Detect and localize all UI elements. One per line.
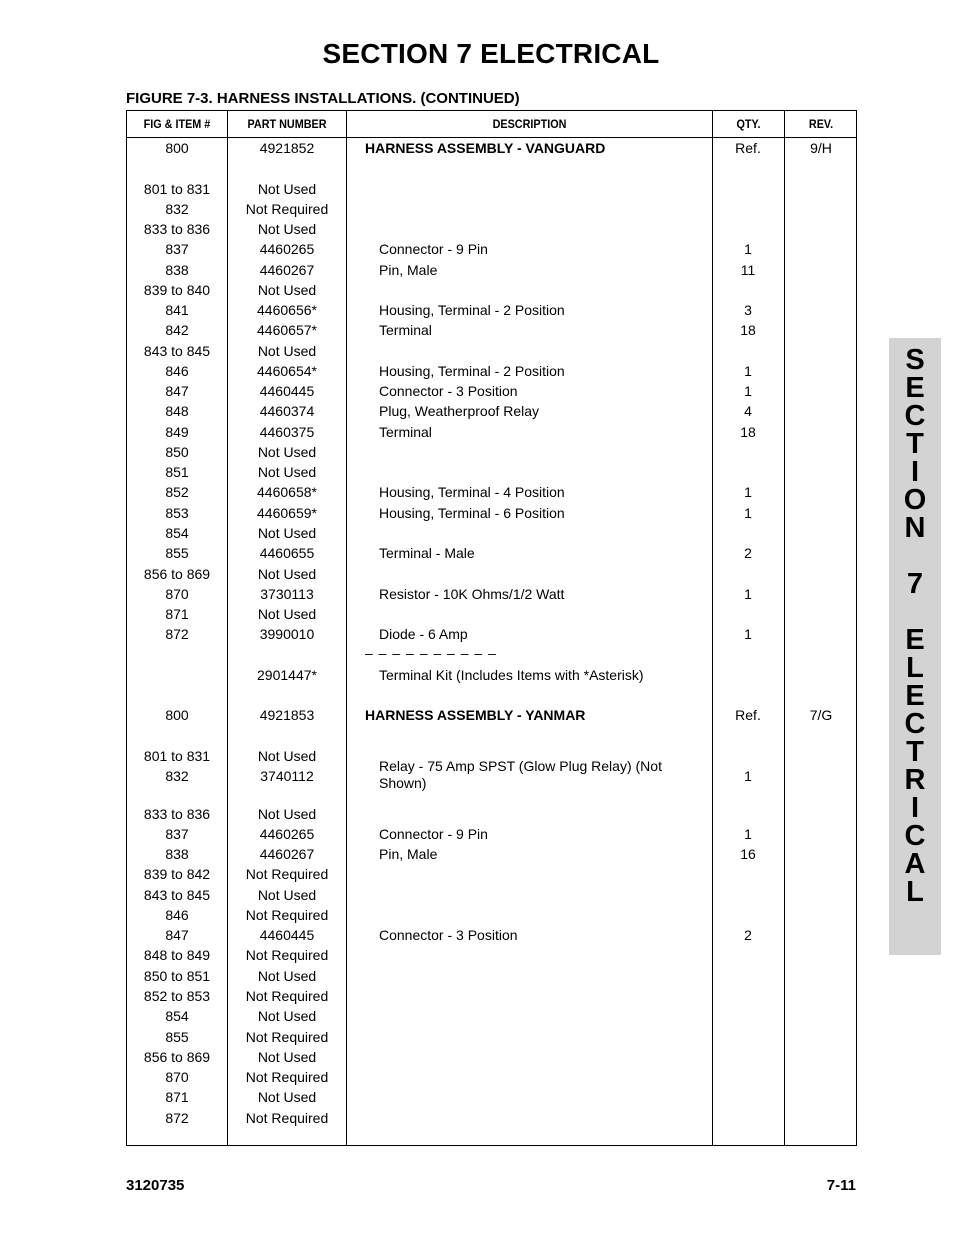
part-number-cell: 3990010 xyxy=(259,626,315,642)
part-number-cell: Not Required xyxy=(245,201,329,217)
part-number-cell: Not Used xyxy=(257,748,317,764)
fig-item-cell: 832 xyxy=(165,768,189,784)
side-tab-letter: 7 xyxy=(906,568,924,600)
fig-item-cell: 848 to 849 xyxy=(143,947,211,963)
header-rev: REV. xyxy=(808,117,834,131)
part-number-cell: Not Used xyxy=(257,1008,317,1024)
fig-item-cell: 847 xyxy=(165,927,189,943)
part-number-cell: 4460657* xyxy=(257,322,317,338)
column-divider xyxy=(784,111,785,1145)
side-tab-letter: E xyxy=(905,680,925,712)
description-cell: Connector - 3 Position xyxy=(379,383,518,399)
description-cell: Connector - 9 Pin xyxy=(379,826,488,842)
fig-item-cell: 871 xyxy=(165,1089,189,1105)
description-cell: – – – – – – – – – – xyxy=(365,645,497,661)
description-cell: Plug, Weatherproof Relay xyxy=(379,403,540,419)
side-tab-letter: E xyxy=(905,624,925,656)
section-side-tab xyxy=(889,338,941,955)
description-cell: HARNESS ASSEMBLY - YANMAR xyxy=(365,707,586,723)
description-cell: Relay - 75 Amp SPST (Glow Plug Relay) (Not Shown) xyxy=(379,758,662,791)
part-number-cell: Not Required xyxy=(245,947,329,963)
header-fig-item: FIG & ITEM # xyxy=(143,117,211,131)
qty-cell: 11 xyxy=(740,262,756,278)
fig-item-cell: 846 xyxy=(165,363,189,379)
qty-cell: 1 xyxy=(744,363,752,379)
part-number-cell: Not Required xyxy=(245,988,329,1004)
fig-item-cell: 852 xyxy=(165,484,189,500)
part-number-cell: Not Required xyxy=(245,866,329,882)
fig-item-cell: 843 to 845 xyxy=(143,887,211,903)
side-tab-letter: C xyxy=(904,400,926,432)
part-number-cell: Not Used xyxy=(257,1049,317,1065)
fig-item-cell: 843 to 845 xyxy=(143,343,211,359)
rev-cell: 9/H xyxy=(810,140,832,156)
qty-cell: 1 xyxy=(744,626,752,642)
fig-item-cell: 842 xyxy=(165,322,189,338)
part-number-cell: Not Used xyxy=(257,343,317,359)
header-description: DESCRIPTION xyxy=(492,117,567,131)
side-tab-letter: E xyxy=(905,372,925,404)
description-cell: Connector - 3 Position xyxy=(379,927,518,943)
part-number-cell: 4460375 xyxy=(259,424,315,440)
description-cell: Housing, Terminal - 2 Position xyxy=(379,302,565,318)
fig-item-cell: 839 to 840 xyxy=(143,282,211,298)
fig-item-cell: 855 xyxy=(165,1029,189,1045)
qty-cell: 1 xyxy=(744,484,752,500)
description-cell: Terminal xyxy=(379,424,432,440)
column-divider xyxy=(346,111,347,1145)
part-number-cell: 3740112 xyxy=(260,768,314,784)
qty-cell: 2 xyxy=(744,545,752,561)
part-number-cell: 4460445 xyxy=(259,383,315,399)
fig-item-cell: 849 xyxy=(165,424,189,440)
part-number-cell: 4460267 xyxy=(259,262,315,278)
part-number-cell: Not Required xyxy=(245,1069,329,1085)
side-tab-letter: A xyxy=(904,848,926,880)
part-number-cell: 4460655 xyxy=(259,545,315,561)
fig-item-cell: 832 xyxy=(165,201,189,217)
fig-item-cell: 801 to 831 xyxy=(143,181,211,197)
fig-item-cell: 856 to 869 xyxy=(143,1049,211,1065)
side-tab-letter: I xyxy=(910,792,920,824)
side-tab-letter: L xyxy=(906,876,924,908)
part-number-cell: 4460659* xyxy=(257,505,317,521)
qty-cell: 1 xyxy=(744,586,752,602)
side-tab-letter: C xyxy=(904,820,926,852)
side-tab-letter: C xyxy=(904,708,926,740)
fig-item-cell: 800 xyxy=(165,707,189,723)
side-tab-letter: S xyxy=(905,344,925,376)
description-cell: Housing, Terminal - 6 Position xyxy=(379,505,565,521)
fig-item-cell: 852 to 853 xyxy=(143,988,211,1004)
qty-cell: 1 xyxy=(744,826,752,842)
part-number-cell: Not Used xyxy=(257,887,317,903)
description-cell: Terminal - Male xyxy=(379,545,475,561)
figure-title: FIGURE 7-3. HARNESS INSTALLATIONS. (CONTINUED) xyxy=(126,90,520,107)
part-number-cell: Not Used xyxy=(257,566,317,582)
part-number-cell: Not Used xyxy=(257,1089,317,1105)
qty-cell: 1 xyxy=(744,768,752,784)
part-number-cell: 4460654* xyxy=(257,363,317,379)
description-cell: Pin, Male xyxy=(379,846,438,862)
description-cell: Housing, Terminal - 2 Position xyxy=(379,363,565,379)
parts-table xyxy=(126,110,857,1146)
fig-item-cell: 870 xyxy=(165,1069,189,1085)
qty-cell: Ref. xyxy=(735,707,761,723)
fig-item-cell: 850 to 851 xyxy=(143,968,211,984)
qty-cell: 1 xyxy=(744,241,752,257)
part-number-cell: 4460658* xyxy=(257,484,317,500)
part-number-cell: 4921852 xyxy=(259,140,315,156)
fig-item-cell: 854 xyxy=(165,525,189,541)
description-cell: Housing, Terminal - 4 Position xyxy=(379,484,565,500)
fig-item-cell: 848 xyxy=(165,403,189,419)
part-number-cell: 4921853 xyxy=(259,707,315,723)
fig-item-cell: 833 to 836 xyxy=(143,221,211,237)
part-number-cell: 4460656* xyxy=(257,302,317,318)
qty-cell: 3 xyxy=(744,302,752,318)
part-number-cell: 4460265 xyxy=(259,826,315,842)
fig-item-cell: 872 xyxy=(165,1110,189,1126)
part-number-cell: Not Required xyxy=(245,1110,329,1126)
part-number-cell: Not Used xyxy=(257,444,317,460)
part-number-cell: Not Required xyxy=(245,1029,329,1045)
section-title: SECTION 7 ELECTRICAL xyxy=(322,38,660,69)
fig-item-cell: 838 xyxy=(165,846,189,862)
qty-cell: 2 xyxy=(744,927,752,943)
fig-item-cell: 846 xyxy=(165,907,189,923)
part-number-cell: Not Used xyxy=(257,221,317,237)
description-cell: Terminal xyxy=(379,322,432,338)
fig-item-cell: 851 xyxy=(165,464,189,480)
description-cell: Diode - 6 Amp xyxy=(379,626,468,642)
fig-item-cell: 870 xyxy=(165,586,189,602)
description-cell: Resistor - 10K Ohms/1/2 Watt xyxy=(379,586,565,602)
qty-cell: 18 xyxy=(740,322,756,338)
qty-cell: Ref. xyxy=(735,140,761,156)
part-number-cell: Not Used xyxy=(257,968,317,984)
fig-item-cell: 847 xyxy=(165,383,189,399)
part-number-cell: Not Used xyxy=(257,806,317,822)
part-number-cell: Not Used xyxy=(257,464,317,480)
part-number-cell: Not Used xyxy=(257,181,317,197)
qty-cell: 18 xyxy=(740,424,756,440)
part-number-cell: Not Required xyxy=(245,907,329,923)
side-tab-letter: T xyxy=(906,736,924,768)
fig-item-cell: 871 xyxy=(165,606,189,622)
description-cell: HARNESS ASSEMBLY - VANGUARD xyxy=(365,140,606,156)
part-number-cell: 4460374 xyxy=(259,403,315,419)
fig-item-cell: 854 xyxy=(165,1008,189,1024)
part-number-cell: Not Used xyxy=(257,525,317,541)
fig-item-cell: 800 xyxy=(165,140,189,156)
header-part-number: PART NUMBER xyxy=(247,117,327,131)
fig-item-cell: 833 to 836 xyxy=(143,806,211,822)
part-number-cell: Not Used xyxy=(257,606,317,622)
description-cell: Terminal Kit (Includes Items with *Asterisk) xyxy=(379,667,644,683)
side-tab-letter: T xyxy=(906,428,924,460)
page-number: 7-11 xyxy=(826,1177,856,1194)
side-tab-letter: R xyxy=(904,764,926,796)
part-number-cell: 4460445 xyxy=(259,927,315,943)
part-number-cell: Not Used xyxy=(257,282,317,298)
part-number-cell: 3730113 xyxy=(260,586,314,602)
description-cell: Pin, Male xyxy=(379,262,438,278)
fig-item-cell: 855 xyxy=(165,545,189,561)
fig-item-cell: 801 to 831 xyxy=(143,748,211,764)
qty-cell: 16 xyxy=(740,846,756,862)
part-number-cell: 2901447* xyxy=(257,667,317,683)
side-tab-letter: L xyxy=(906,652,924,684)
side-tab-letter: O xyxy=(903,484,927,516)
rev-cell: 7/G xyxy=(809,707,833,723)
fig-item-cell: 838 xyxy=(165,262,189,278)
fig-item-cell: 837 xyxy=(165,826,189,842)
fig-item-cell: 850 xyxy=(165,444,189,460)
part-number-cell: 4460267 xyxy=(259,846,315,862)
fig-item-cell: 839 to 842 xyxy=(143,866,211,882)
document-number: 3120735 xyxy=(126,1177,185,1194)
header-qty: QTY. xyxy=(736,117,761,131)
fig-item-cell: 853 xyxy=(165,505,189,521)
fig-item-cell: 841 xyxy=(165,302,189,318)
header-divider xyxy=(127,137,856,138)
qty-cell: 1 xyxy=(744,505,752,521)
fig-item-cell: 837 xyxy=(165,241,189,257)
qty-cell: 1 xyxy=(744,383,752,399)
side-tab-letter: N xyxy=(904,512,926,544)
side-tab-letter: I xyxy=(910,456,920,488)
fig-item-cell: 872 xyxy=(165,626,189,642)
part-number-cell: 4460265 xyxy=(259,241,315,257)
description-cell: Connector - 9 Pin xyxy=(379,241,488,257)
fig-item-cell: 856 to 869 xyxy=(143,566,211,582)
qty-cell: 4 xyxy=(744,403,752,419)
